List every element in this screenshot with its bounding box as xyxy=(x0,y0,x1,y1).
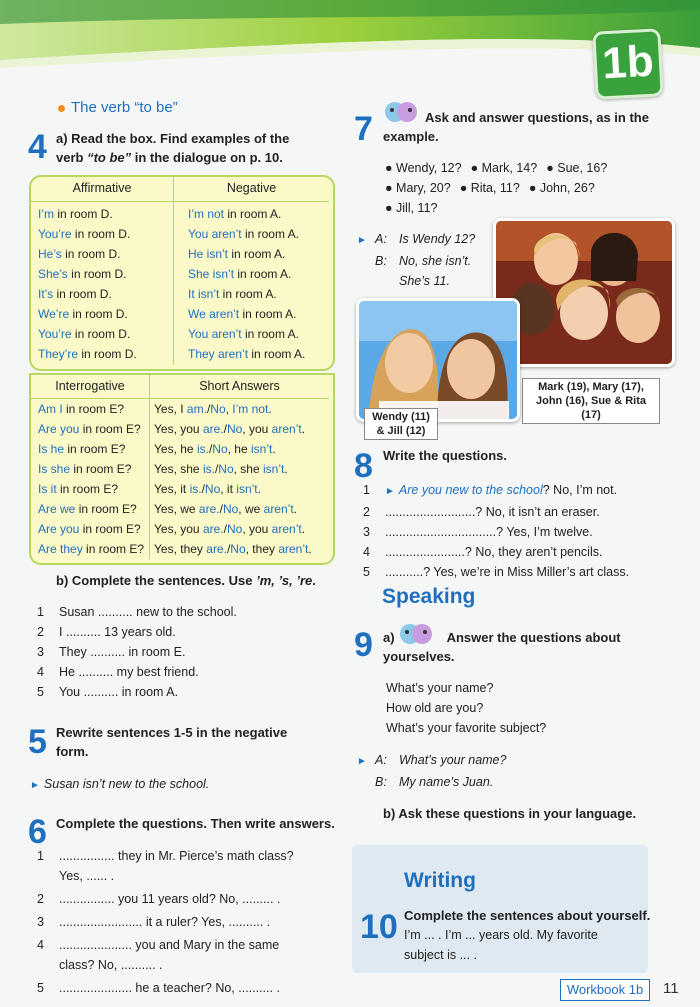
negative-row-highlight: We aren’t xyxy=(188,307,240,321)
negative-row xyxy=(188,224,305,244)
col-header-short-answers: Short Answers xyxy=(199,379,280,393)
short-answer-highlight: aren’t xyxy=(271,522,302,536)
ex8-item-answer: ? Yes, I’m twelve. xyxy=(496,525,593,539)
short-answer-row xyxy=(154,439,312,459)
ex6-item-number: 2 xyxy=(37,892,44,906)
example-arrow-icon: ► xyxy=(385,486,395,497)
ex4b-items xyxy=(37,602,237,702)
interrogative-list xyxy=(38,399,144,559)
affirmative-list xyxy=(38,204,137,364)
speaking-dialogue-line-speaker: A: xyxy=(375,753,387,767)
speaking-dialogue-line-line: My name’s Juan. xyxy=(399,775,494,789)
example-arrow-icon: ► xyxy=(30,780,40,791)
short-answer-row xyxy=(154,459,312,479)
ex8-item-question: ........... xyxy=(385,565,424,579)
negative-row-highlight: I’m not xyxy=(188,207,225,221)
ex8-item-number: 4 xyxy=(363,545,370,559)
short-answer-highlight: No xyxy=(210,402,226,416)
ex7-bullet-item: Mary, 20? xyxy=(396,181,451,195)
ex4b-item-number: 5 xyxy=(37,685,44,699)
ex6-item xyxy=(37,935,337,955)
ex6-instruction: Complete the questions. Then write answers. xyxy=(56,816,335,831)
grammar-box-affirmative-negative xyxy=(29,175,335,371)
ex7-bullet-item: Mark, 14? xyxy=(481,161,538,175)
negative-row-text: in room A. xyxy=(239,307,297,321)
col-header-negative: Negative xyxy=(226,181,277,195)
ex5-instruction: Rewrite sentences 1-5 in the negative form. xyxy=(56,725,288,759)
ex6-item xyxy=(37,978,337,998)
bullet-icon: ● xyxy=(470,161,482,175)
ex6-item xyxy=(37,889,337,909)
negative-row-highlight: It isn’t xyxy=(188,287,220,301)
ex7-dialogue-line xyxy=(357,271,492,291)
short-answer-text: / xyxy=(214,462,219,476)
ex8-item xyxy=(363,480,663,502)
short-answer-text: Yes, he xyxy=(154,442,197,456)
affirmative-row-highlight: You’re xyxy=(38,227,72,241)
caption-group-line: Mark (19), Mary (17), xyxy=(538,381,644,393)
exercise-number-7: 7 xyxy=(354,110,373,148)
affirmative-row-highlight: I’m xyxy=(38,207,54,221)
affirmative-row-highlight: We’re xyxy=(38,307,70,321)
negative-row-text: in room A. xyxy=(241,327,299,341)
negative-row xyxy=(188,244,305,264)
interrogative-row-highlight: Is he xyxy=(38,442,65,456)
negative-row-text: in room A. xyxy=(224,207,282,221)
affirmative-row-text: in room D. xyxy=(54,207,113,221)
short-answer-text: . xyxy=(293,502,298,516)
short-answer-highlight: I’m not xyxy=(232,402,269,416)
interrogative-row xyxy=(38,479,144,499)
ex8-item-question: .......................... xyxy=(385,505,476,519)
affirmative-row xyxy=(38,284,137,304)
short-answer-highlight: No xyxy=(226,422,243,436)
interrogative-row-text: in room E? xyxy=(56,482,119,496)
negative-row xyxy=(188,264,305,284)
affirmative-row-text: in room D. xyxy=(67,267,127,281)
affirmative-row-text: in room D. xyxy=(69,307,128,321)
interrogative-row-highlight: Is it xyxy=(38,482,57,496)
ex7-bullet-item: Rita, 11? xyxy=(470,181,520,195)
short-answer-highlight: are. xyxy=(206,542,227,556)
affirmative-row-text: in room D. xyxy=(61,247,121,261)
ex8-item-answer: ? No, I’m not. xyxy=(542,483,618,497)
ex7-dialogue-line xyxy=(357,229,492,251)
ex7-instruction: Ask and answer questions, as in the example. xyxy=(383,110,649,144)
ex6-items xyxy=(37,846,337,1001)
caption-pair-line: & Jill (12) xyxy=(376,425,426,437)
speaking-question: What’s your favorite subject? xyxy=(386,721,547,735)
affirmative-row xyxy=(38,304,137,324)
ex8-instruction: Write the questions. xyxy=(383,448,507,463)
unit-badge: 1b xyxy=(592,28,663,99)
short-answer-row xyxy=(154,499,312,519)
short-answer-row xyxy=(154,419,312,439)
short-answer-text: Yes, you xyxy=(154,522,203,536)
ex7-dialogue-line-line: Is Wendy 12? xyxy=(399,232,476,246)
short-answer-highlight: am. xyxy=(186,402,207,416)
negative-row-text: in room A. xyxy=(228,247,286,261)
ex6-item-line1: ..................... he a teacher? No, .......... . xyxy=(59,981,280,995)
affirmative-row-highlight: She’s xyxy=(38,267,68,281)
ex4b-item xyxy=(37,642,237,662)
affirmative-row-text: in room D. xyxy=(53,287,112,301)
interrogative-row-highlight: Are they xyxy=(38,542,83,556)
negative-row xyxy=(188,324,305,344)
ex4b-item-text: They .......... in room E. xyxy=(59,645,186,659)
short-answer-highlight: No xyxy=(218,462,234,476)
interrogative-row xyxy=(38,539,144,559)
ex4b-item xyxy=(37,622,237,642)
ex9b-instruction: b) Ask these questions in your language. xyxy=(383,806,637,821)
interrogative-row-text: in room E? xyxy=(75,502,137,516)
ex7-bullet-item: Wendy, 12? xyxy=(396,161,462,175)
short-answer-text: / xyxy=(219,502,223,516)
affirmative-row-text: in room D. xyxy=(71,227,131,241)
ex6-item-number: 5 xyxy=(37,981,44,995)
short-answer-text: / xyxy=(208,442,213,456)
interrogative-row-text: in room E? xyxy=(82,542,145,556)
short-answers-list xyxy=(154,399,312,559)
ex6-item-line1: ................ they in Mr. Pierce’s math class? xyxy=(59,849,294,863)
ex7-bullet-item: Sue, 16? xyxy=(557,161,608,175)
ex6-item xyxy=(37,912,337,932)
ex4b-item xyxy=(37,662,237,682)
interrogative-row-text: in room E? xyxy=(62,402,125,416)
short-answer-highlight: are. xyxy=(198,502,220,516)
short-answer-text: . xyxy=(308,542,312,556)
short-answer-highlight: isn’t xyxy=(250,442,273,456)
speaking-heading: Speaking xyxy=(382,585,476,608)
ex8-item-question: ....................... xyxy=(385,545,465,559)
ex4b-item-text: Susan .......... new to the school. xyxy=(59,605,237,619)
interrogative-row-text: in room E? xyxy=(64,442,126,456)
interrogative-row-highlight: Is she xyxy=(38,462,71,476)
ex4b-item-number: 3 xyxy=(37,645,44,659)
short-answer-highlight: No xyxy=(222,502,239,516)
col-header-affirmative: Affirmative xyxy=(72,181,132,195)
interrogative-row-highlight: Am I xyxy=(38,402,63,416)
ex6-item-number: 4 xyxy=(37,938,44,952)
speaking-questions xyxy=(386,678,546,738)
ex8-item-number: 5 xyxy=(363,565,370,579)
short-answer-row xyxy=(154,479,312,499)
negative-row-highlight: She isn’t xyxy=(188,267,235,281)
negative-row xyxy=(188,344,305,364)
ex6-item-line1: ........................ it a ruler? Yes, .......... . xyxy=(59,915,271,929)
ex7-dialogue-line-speaker: A: xyxy=(375,232,387,246)
short-answer-highlight: is. xyxy=(202,462,215,476)
short-answer-text: / xyxy=(206,402,211,416)
ex7-dialogue-line xyxy=(357,251,492,271)
ex7-dialogue xyxy=(357,229,492,291)
writing-heading: Writing xyxy=(404,869,476,892)
short-answer-highlight: No xyxy=(204,482,221,496)
short-answer-highlight: aren’t xyxy=(263,502,294,516)
interrogative-row-text: in room E? xyxy=(70,462,132,476)
ex8-item-answer: ? Yes, we’re in Miss Miller’s art class. xyxy=(423,565,630,579)
short-answer-highlight: is. xyxy=(196,442,209,456)
negative-row-highlight: You aren’t xyxy=(188,327,242,341)
short-answer-text: Yes, it xyxy=(154,482,190,496)
interrogative-row xyxy=(38,519,144,539)
short-answer-text: , he xyxy=(227,442,251,456)
short-answer-highlight: No xyxy=(230,542,246,556)
ex6-item-number: 1 xyxy=(37,849,44,863)
short-answer-text: Yes, we xyxy=(154,502,199,516)
exercise-number-9: 9 xyxy=(354,626,373,664)
negative-row xyxy=(188,304,305,324)
affirmative-row-highlight: You’re xyxy=(38,327,72,341)
short-answer-text: , she xyxy=(233,462,263,476)
ex6-item-continuation: class? No, .......... . xyxy=(59,958,163,972)
ex10-lines: I’m ... . I’m ... years old. My favorite subject is ... . xyxy=(404,928,598,962)
affirmative-row-text: in room D. xyxy=(78,347,137,361)
short-answer-row xyxy=(154,519,312,539)
ex7-dialogue-line-line: No, she isn’t. xyxy=(399,254,472,268)
caption-group xyxy=(522,378,660,424)
group-photo xyxy=(493,218,675,367)
caption-pair xyxy=(364,408,438,440)
bullet-icon: ● xyxy=(459,181,471,195)
ex7-dialogue-line-line: She’s 11. xyxy=(399,274,450,288)
short-answer-highlight: is. xyxy=(189,482,202,496)
exercise-number-8: 8 xyxy=(354,447,373,485)
col-header-interrogative: Interrogative xyxy=(55,379,125,393)
affirmative-row-highlight: He’s xyxy=(38,247,62,261)
ex8-item-question: ................................ xyxy=(385,525,497,539)
speaking-dialogue-line xyxy=(357,772,506,792)
ex7-bullet-row xyxy=(385,198,665,218)
ex9a-instruction: a) Answer the questions about yourselves. xyxy=(383,630,621,664)
short-answer-text: / xyxy=(223,422,227,436)
interrogative-row-highlight: Are you xyxy=(38,422,80,436)
speaking-question: How old are you? xyxy=(386,701,484,715)
ex8-item-question: Are you new to the school xyxy=(398,483,543,497)
short-answer-highlight: isn’t xyxy=(236,482,258,496)
ex4b-instruction: b) Complete the sentences. Use ’m, ’s, ’re. xyxy=(56,573,316,588)
ex7-bullet-row xyxy=(385,158,665,178)
short-answer-highlight: isn’t xyxy=(262,462,285,476)
short-answer-text: , you xyxy=(242,422,272,436)
ex7-bullets xyxy=(385,158,665,218)
negative-list xyxy=(188,204,305,364)
bullet-icon: ● xyxy=(385,201,397,215)
section-title: The verb “to be” xyxy=(58,99,178,116)
ex6-item xyxy=(37,846,337,866)
affirmative-row xyxy=(38,324,137,344)
interrogative-row-highlight: Are we xyxy=(38,502,76,516)
short-answer-highlight: No xyxy=(212,442,228,456)
short-answer-text: Yes, I xyxy=(154,402,187,416)
short-answer-text: . xyxy=(257,482,261,496)
exercise-number-5: 5 xyxy=(28,723,47,761)
ex4b-item xyxy=(37,682,237,702)
negative-row-highlight: They aren’t xyxy=(188,347,249,361)
ex10-instruction: Complete the sentences about yourself. xyxy=(404,908,651,923)
ex5-example: ► Susan isn’t new to the school. xyxy=(30,777,210,791)
short-answer-highlight: aren’t xyxy=(271,422,302,436)
short-answer-text: . xyxy=(268,402,272,416)
affirmative-row-highlight: They’re xyxy=(38,347,79,361)
interrogative-row xyxy=(38,419,144,439)
exercise-number-4: 4 xyxy=(28,128,47,166)
example-arrow-icon: ► xyxy=(357,756,367,767)
negative-row-text: in room A. xyxy=(241,227,299,241)
ex8-item-answer: ? No, they aren’t pencils. xyxy=(464,545,603,559)
ex8-item xyxy=(363,502,663,522)
ex7-bullet-item: Jill, 11? xyxy=(396,201,438,215)
short-answer-highlight: are. xyxy=(202,422,224,436)
speaking-dialogue xyxy=(357,750,506,792)
exercise-number-6: 6 xyxy=(28,813,47,851)
ex8-item-number: 3 xyxy=(363,525,370,539)
short-answer-row xyxy=(154,539,312,559)
short-answer-text: / xyxy=(223,522,227,536)
short-answer-text: . xyxy=(301,522,306,536)
caption-group-line: John (16), Sue & Rita (17) xyxy=(535,395,647,421)
ex6-item-line1: ..................... you and Mary in the same xyxy=(59,938,280,952)
short-answer-text: . xyxy=(301,422,306,436)
short-answer-text: , we xyxy=(238,502,264,516)
speaking-dialogue-line xyxy=(357,750,506,772)
short-answer-text: Yes, she xyxy=(154,462,203,476)
interrogative-row xyxy=(38,499,144,519)
ex4b-item xyxy=(37,602,237,622)
ex4b-item-text: I .......... 13 years old. xyxy=(59,625,176,639)
ex8-item-number: 1 xyxy=(363,483,370,497)
ex4b-item-number: 4 xyxy=(37,665,44,679)
short-answer-highlight: No xyxy=(226,522,243,536)
interrogative-row-highlight: Are you xyxy=(38,522,80,536)
pair-photo xyxy=(356,298,520,422)
ex4b-item-text: He .......... my best friend. xyxy=(59,665,199,679)
bullet-icon: ● xyxy=(385,181,397,195)
short-answer-text: / xyxy=(226,542,231,556)
interrogative-row xyxy=(38,399,144,419)
negative-row-text: in room A. xyxy=(219,287,277,301)
ex6-item-number: 3 xyxy=(37,915,44,929)
interrogative-row xyxy=(38,459,144,479)
bullet-icon: ● xyxy=(546,161,558,175)
ex8-item xyxy=(363,562,663,582)
short-answer-text: / xyxy=(201,482,205,496)
affirmative-row xyxy=(38,224,137,244)
exercise-number-10: 10 xyxy=(360,908,398,946)
ex6-item-continuation: Yes, ...... . xyxy=(59,869,115,883)
ex8-item xyxy=(363,522,663,542)
short-answer-text: Yes, you xyxy=(154,422,203,436)
negative-row xyxy=(188,284,305,304)
ex7-bullet-item: John, 26? xyxy=(539,181,595,195)
affirmative-row-highlight: It’s xyxy=(38,287,54,301)
ex7-dialogue-line-speaker: B: xyxy=(375,254,387,268)
workbook-reference: Workbook 1b xyxy=(560,979,650,1001)
ex8-item-answer: ? No, it isn’t an eraser. xyxy=(475,505,600,519)
short-answer-text: , it xyxy=(220,482,237,496)
interrogative-row-text: in room E? xyxy=(79,422,141,436)
short-answer-text: , you xyxy=(242,522,272,536)
short-answer-text: . xyxy=(284,462,288,476)
ex6-item-line1: ................ you 11 years old? No, ......... . xyxy=(59,892,281,906)
ex4b-item-text: You .......... in room A. xyxy=(59,685,179,699)
negative-row-text: in room A. xyxy=(248,347,306,361)
ex4b-item-number: 2 xyxy=(37,625,44,639)
negative-row-highlight: You aren’t xyxy=(188,227,242,241)
ex7-bullet-row xyxy=(385,178,665,198)
short-answer-row xyxy=(154,399,312,419)
ex8-item-number: 2 xyxy=(363,505,370,519)
ex4-instruction: a) Read the box. Find examples of the verb “to be” in the dialogue on p. 10. xyxy=(56,131,290,165)
short-answer-text: Yes, they xyxy=(154,542,207,556)
affirmative-row xyxy=(38,244,137,264)
ex4b-item-number: 1 xyxy=(37,605,44,619)
affirmative-row-text: in room D. xyxy=(71,327,131,341)
page-number: 11 xyxy=(663,980,679,997)
short-answer-text: . xyxy=(272,442,276,456)
speaking-question: What’s your name? xyxy=(386,681,494,695)
short-answer-text: , they xyxy=(245,542,279,556)
negative-row-highlight: He isn’t xyxy=(188,247,229,261)
example-arrow-icon: ► xyxy=(357,235,367,246)
bullet-icon xyxy=(58,105,65,112)
bullet-icon: ● xyxy=(385,161,397,175)
speaking-dialogue-line-line: What’s your name? xyxy=(399,753,507,767)
affirmative-row xyxy=(38,344,137,364)
short-answer-highlight: aren’t xyxy=(278,542,309,556)
negative-row-text: in room A. xyxy=(234,267,292,281)
speaking-dialogue-line-speaker: B: xyxy=(375,775,387,789)
ex8-item xyxy=(363,542,663,562)
bullet-icon: ● xyxy=(528,181,540,195)
negative-row xyxy=(188,204,305,224)
affirmative-row xyxy=(38,204,137,224)
interrogative-row xyxy=(38,439,144,459)
short-answer-text: , xyxy=(225,402,233,416)
affirmative-row xyxy=(38,264,137,284)
grammar-box-interrogative xyxy=(29,373,335,565)
ex8-items xyxy=(363,480,663,582)
caption-pair-line: Wendy (11) xyxy=(372,411,430,423)
short-answer-highlight: are. xyxy=(202,522,224,536)
interrogative-row-text: in room E? xyxy=(79,522,141,536)
